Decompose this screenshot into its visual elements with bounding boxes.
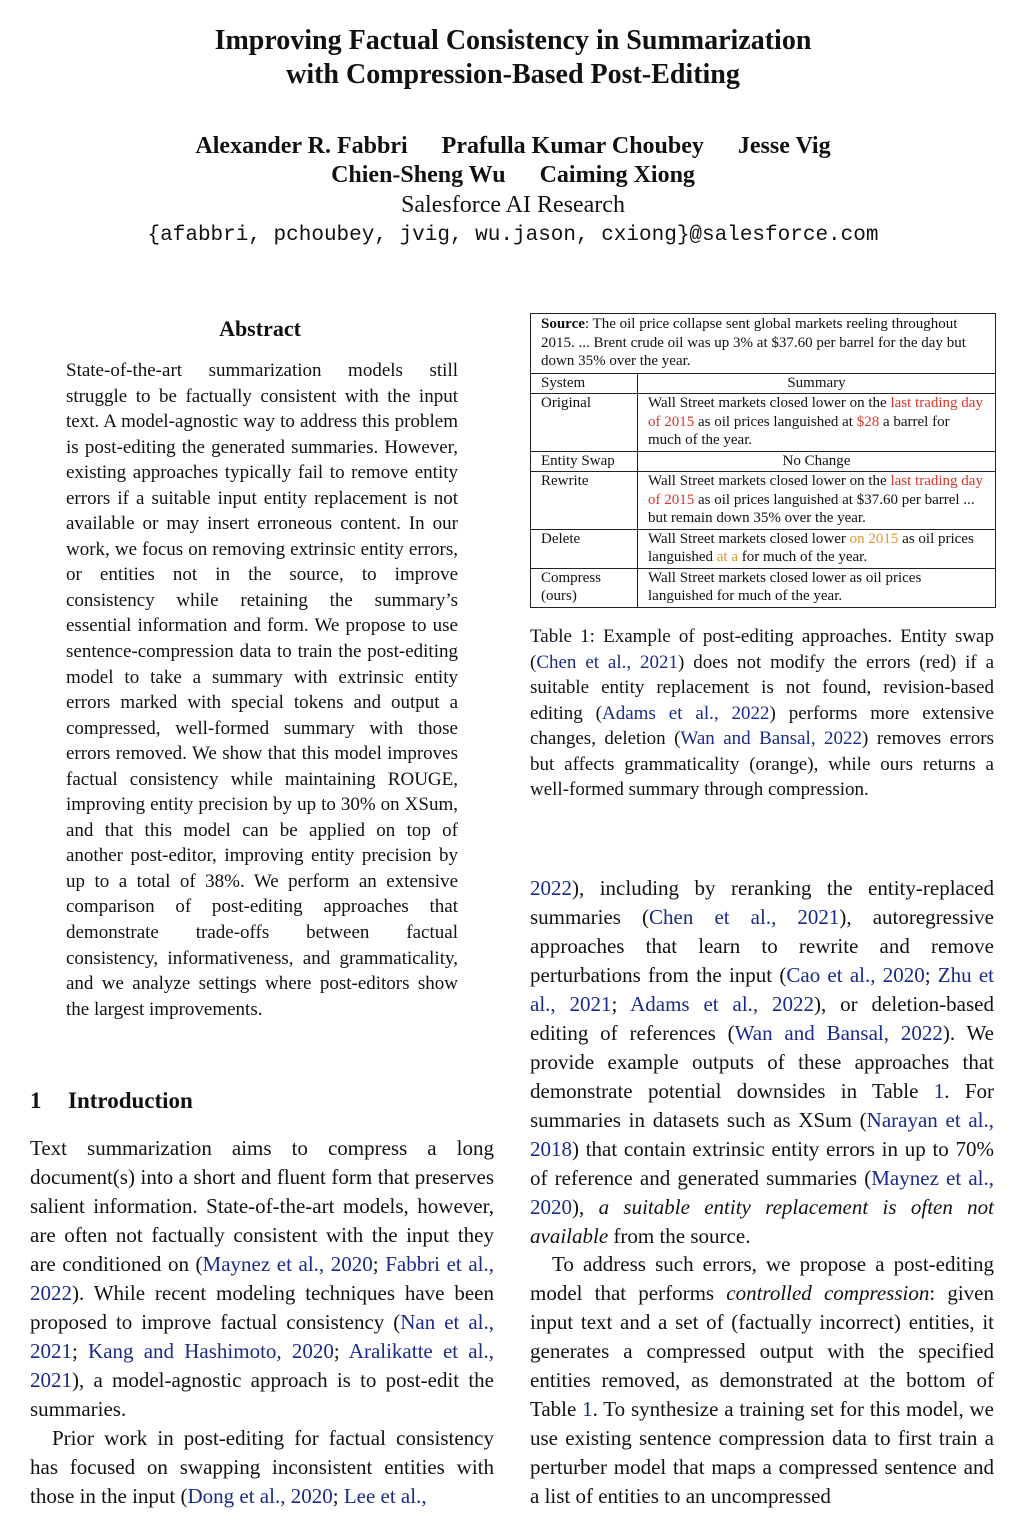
body-text: ), including by reranking the entity-replaced summaries ( (530, 876, 994, 929)
summary-text: Wall Street markets closed lower on the (648, 395, 891, 411)
citation-link[interactable]: Cao et al., 2020 (786, 963, 925, 987)
table-row (531, 472, 995, 530)
intro-paragraph-1 (30, 1134, 494, 1424)
author-name: Alexander R. Fabbri (195, 133, 408, 159)
system-cell (531, 568, 638, 607)
body-text: ), autoregressive approaches that learn to rewrite and remove perturbations from the input ( (530, 905, 995, 987)
system-name: Compress (541, 569, 601, 586)
system-cell: Entity Swap (531, 451, 638, 472)
body-text: . For summaries in datasets such as XSum ( (530, 1079, 994, 1132)
table-caption (530, 624, 994, 803)
citation-link[interactable]: Wan and Bansal, 2022 (680, 728, 863, 749)
citation-link[interactable]: Maynez et al., 2020 (202, 1252, 373, 1276)
caption-text: ) does not modify the errors (red) if a suitable entity replacement is not found, revision-based editing ( (530, 651, 994, 724)
system-note: (ours) (541, 588, 577, 604)
example-table (530, 313, 996, 608)
citation-link[interactable]: Chen et al., 2021 (536, 651, 679, 673)
citation-link[interactable]: Zhu et al., 2021 (530, 963, 995, 1016)
body-text: ), or deletion-based editing of references ( (530, 992, 994, 1045)
header-system: System (531, 374, 638, 394)
body-text: ), a model-agnostic approach is to post-edit the summaries. (30, 1368, 494, 1421)
body-text: ; (611, 992, 631, 1016)
summary-text: as oil prices languished at $37.60 per barrel ... but remain down 35% over the year. (648, 491, 975, 526)
citation-link[interactable]: 2022 (530, 876, 572, 900)
citation-link[interactable]: Dong et al., 2020 (187, 1484, 333, 1508)
body-text: Text summarization aims to compress a long document(s) into a short and fluent form that preserves salient information. State-of-the-art models, however, are often not factually consistent with the input they are conditioned on ( (30, 1136, 494, 1276)
citation-link[interactable]: Kang and Hashimoto, 2020 (88, 1339, 334, 1363)
affiliation: Salesforce AI Research (401, 192, 625, 218)
body-text: ; (924, 963, 938, 987)
citation-link[interactable]: Maynez et al., 2020 (530, 1166, 994, 1219)
system-cell: Rewrite (531, 472, 638, 530)
citation-link[interactable]: Narayan et al., 2018 (530, 1108, 995, 1161)
body-text: To address such errors, we propose a post-editing model that performs (530, 1252, 994, 1305)
body-text: . To synthesize a training set for this model, we use existing sentence compression data to first train a perturber model that maps a compressed sentence and a list of entities to an uncompressed (530, 1397, 994, 1508)
table-row (531, 529, 995, 568)
summary-text: Wall Street markets closed lower (648, 530, 850, 547)
authors-line-2 (0, 160, 1026, 190)
source-text: : The oil price collapse sent global markets reeling throughout 2015. ... Brent crude oil was up 3% at $37.60 per barrel for the day but down 35% over the year. (541, 316, 966, 369)
body-text: ; (372, 1252, 386, 1276)
right-paragraph-1 (530, 874, 994, 1251)
body-text: ) that contain extrinsic entity errors in up to 70% of reference and generated summaries ( (530, 1137, 994, 1190)
grammar-error: on 2015 (849, 530, 899, 547)
body-text: from the source. (608, 1224, 751, 1248)
author-emails: {afabbri, pchoubey, jvig, wu.jason, cxiong}@salesforce.com (147, 224, 879, 247)
summary-cell: Wall Street markets closed lower as oil prices languished for much of the year. (638, 568, 996, 607)
citation-link[interactable]: Fabbri et al., 2022 (30, 1252, 494, 1305)
body-text: ), (572, 1195, 599, 1219)
header-summary: Summary (787, 374, 846, 391)
summary-text: for much of the year. (737, 549, 868, 565)
caption-text: ) removes errors but affects grammaticality (orange), while ours returns a well-formed summary through compression. (530, 728, 994, 800)
body-text: ). We provide example outputs of these approaches that demonstrate potential downsides in Table (530, 1021, 994, 1103)
summary-cell: No Change (638, 451, 996, 472)
author-name: Prafulla Kumar Choubey (441, 133, 704, 159)
system-cell: Original (531, 394, 638, 452)
summary-text: a barrel for much of the year. (648, 413, 950, 448)
error-entity: last trading day of 2015 (648, 473, 983, 508)
intro-paragraph-2 (30, 1424, 494, 1511)
table-grid (531, 374, 995, 607)
grammar-error: at a (716, 549, 738, 565)
source-label: Source (541, 316, 585, 332)
right-paragraph-2 (530, 1250, 994, 1511)
body-text: : given input text and a set of (factually incorrect) entities, it generates a compressed output with the specified entities removed, as demonstrated at the bottom of Table (530, 1281, 994, 1421)
citation-link[interactable]: Adams et al., 2022 (630, 992, 815, 1016)
authors-line-1 (0, 131, 1026, 161)
emphasis-text: a suitable entity replacement is often not available (530, 1195, 995, 1248)
table-row (531, 568, 995, 607)
author-name: Chien-Sheng Wu (331, 162, 506, 188)
body-text: Prior work in post-editing for factual consistency has focused on swapping inconsistent entities with those in the input ( (30, 1426, 494, 1508)
summary-cell (638, 472, 996, 530)
title-line-1: Improving Factual Consistency in Summarization (214, 25, 812, 56)
summary-cell (638, 394, 996, 452)
summary-text: as oil prices languished at (694, 413, 857, 430)
body-text: ; (333, 1339, 349, 1363)
body-text: ; (332, 1484, 344, 1508)
body-text: ). While recent modeling techniques have been proposed to improve factual consistency ( (30, 1281, 494, 1334)
caption-text: Table 1: Example of post-editing approaches. Entity swap ( (530, 626, 994, 673)
abstract-heading: Abstract (219, 316, 301, 341)
section-number: 1 (30, 1088, 42, 1113)
citation-link[interactable]: Chen et al., 2021 (649, 905, 840, 929)
citation-link[interactable]: Wan and Bansal, 2022 (734, 1021, 943, 1045)
table-source-row (531, 314, 995, 374)
table-reference-link[interactable]: 1 (933, 1079, 945, 1103)
citation-link[interactable]: Lee et al., (343, 1484, 427, 1508)
citation-link[interactable]: Aralikatte et al., 2021 (30, 1339, 494, 1392)
error-entity: $28 (856, 413, 880, 430)
author-name: Jesse Vig (737, 133, 831, 159)
author-name: Caiming Xiong (539, 162, 695, 188)
abstract-body: State-of-the-art summarization models still struggle to be factually consistent with the input text. A model-agnostic way to address this problem is post-editing the generated summaries. However, existing approaches typically fail to remove entity errors if a suitable input entity replacement is not available or may insert erroneous content. In our work, we focus on removing extrinsic entity errors, or entities not in the source, to improve consistency while retaining the summary’s essential information and form. We propose to use sentence-compression data to train the post-editing model to take a summary with extrinsic entity errors marked with special tokens and output a compressed, well-formed summary with those errors removed. We show that this model improves factual consistency while maintaining ROUGE, improving entity precision by up to 30% on XSum, and that this model can be applied on top of another post-editor, improving entity precision by up to a total of 38%. We perform an extensive comparison of post-editing approaches that demonstrate trade-offs between factual consistency, informativeness, and grammaticality, and we analyze settings where post-editors show the largest improvements. (66, 360, 458, 1020)
table-row (531, 394, 995, 452)
system-cell: Delete (531, 529, 638, 568)
paper-title (0, 24, 1026, 92)
error-entity: last trading day of 2015 (648, 395, 983, 430)
table-row (531, 451, 995, 472)
body-text: ; (72, 1339, 89, 1363)
title-line-2: with Compression-Based Post-Editing (286, 59, 740, 90)
section-title: Introduction (68, 1088, 193, 1113)
summary-text: Wall Street markets closed lower on the (648, 473, 891, 489)
emphasis-text: controlled compression (726, 1281, 930, 1305)
table-reference-link[interactable]: 1 (582, 1397, 593, 1421)
citation-link[interactable]: Nan et al., 2021 (30, 1310, 495, 1363)
caption-text: ) performs more extensive changes, deletion ( (530, 702, 994, 749)
section-heading (30, 1088, 193, 1114)
table-header-row (531, 374, 995, 394)
summary-text: as oil prices languished (648, 530, 974, 565)
citation-link[interactable]: Adams et al., 2022 (602, 702, 770, 724)
summary-cell (638, 529, 996, 568)
